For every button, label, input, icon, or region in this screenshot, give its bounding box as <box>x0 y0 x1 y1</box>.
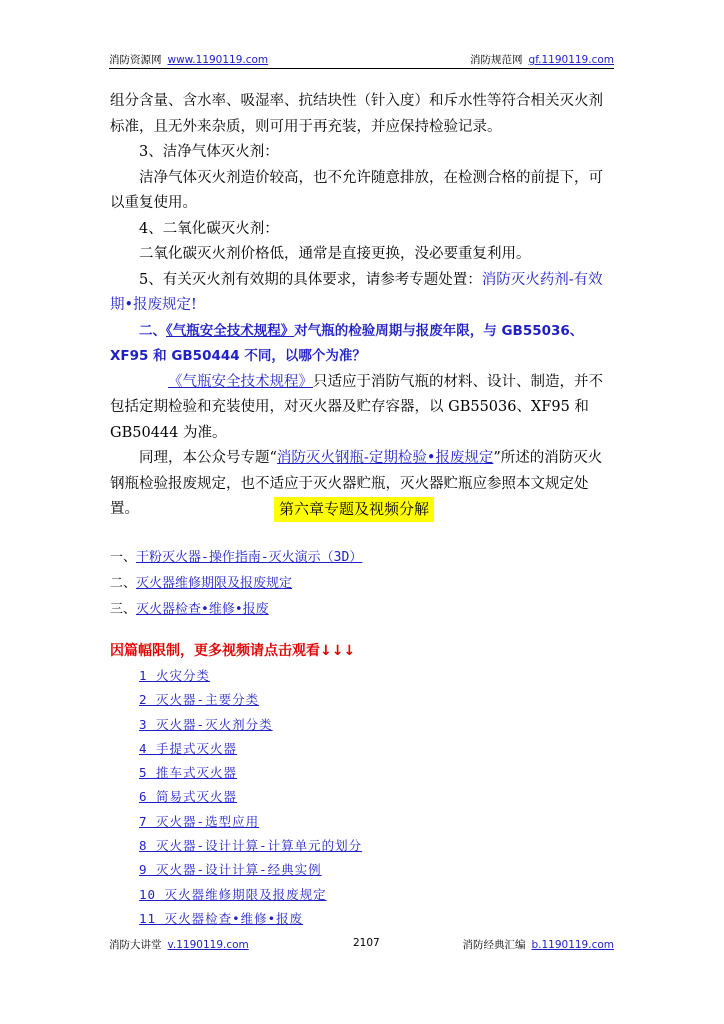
topic-list <box>110 545 362 623</box>
topic-number: 二、 <box>110 576 137 591</box>
header-right-link[interactable]: gf.1190119.com <box>528 54 614 66</box>
video-link[interactable]: 6 简易式灭火器 <box>139 789 238 805</box>
video-item <box>139 713 362 737</box>
video-link[interactable]: 2 灭火器-主要分类 <box>139 692 260 708</box>
video-link[interactable]: 1 火灾分类 <box>139 668 211 683</box>
header-right <box>470 52 614 67</box>
video-item <box>139 785 362 809</box>
answer-paragraph <box>110 370 615 447</box>
topic-link[interactable]: 灭火器维修期限及报废规定 <box>136 576 293 591</box>
topic-link-agent-expiry[interactable]: 消防灭火药剂-有效期•报废规定! <box>110 271 603 313</box>
question-text: 对气瓶的检验周期与报废年限，与 GB55036、XF95 和 GB50444 不同，以哪个为准？ <box>110 322 584 364</box>
page-header <box>109 52 614 69</box>
paragraph-6 <box>110 268 615 319</box>
question-prefix: 二、 <box>139 322 166 339</box>
video-link[interactable]: 4 手提式灭火器 <box>139 740 238 756</box>
header-left-label: 消防资源网 <box>109 54 162 66</box>
footer-right-label: 消防经典汇编 <box>462 939 526 951</box>
video-link[interactable]: 10 灭火器维修期限及报废规定 <box>139 886 327 902</box>
topic-link-cylinder-inspection[interactable]: 消防灭火钢瓶-定期检验•报废规定 <box>276 450 494 466</box>
header-right-label: 消防规范网 <box>470 54 523 66</box>
similar-prefix: 同理，本公众号专题“ <box>139 450 277 466</box>
video-item <box>139 761 362 785</box>
topic-item <box>110 597 362 623</box>
video-item <box>139 688 362 712</box>
topic-link[interactable]: 灭火器检查•维修•报废 <box>136 602 269 617</box>
video-link[interactable]: 5 推车式灭火器 <box>139 765 238 781</box>
question-regulation-link[interactable]: 《气瓶安全技术规程》 <box>166 322 295 339</box>
more-videos-notice: 因篇幅限制，更多视频请点击观看↓↓↓ <box>110 643 356 659</box>
topic-number: 一、 <box>110 550 137 565</box>
paragraph-6-text: 5、有关灭火剂有效期的具体要求，请参考专题处置： <box>139 271 482 288</box>
page-footer <box>109 937 614 953</box>
video-link[interactable]: 9 灭火器-设计计算-经典实例 <box>139 862 322 878</box>
chapter-title: 第六章专题及视频分解 <box>274 497 434 522</box>
footer-left-link[interactable]: v.1190119.com <box>167 939 249 951</box>
paragraph-3: 洁净气体灭火剂造价较高，也不允许随意排放，在检测合格的前提下，可以重复使用。 <box>110 169 603 211</box>
video-item <box>139 883 362 907</box>
topic-link[interactable]: 干粉灭火器-操作指南-灭火演示（3D） <box>136 550 363 565</box>
document-body <box>110 89 615 523</box>
paragraph-5: 二氧化碳灭火剂价格低，通常是直接更换，没必要重复利用。 <box>139 246 531 262</box>
video-item <box>139 834 362 858</box>
video-list <box>139 664 362 931</box>
video-link[interactable]: 11 灭火器检查•维修•报废 <box>139 910 304 926</box>
header-left <box>109 52 268 67</box>
similar-text: ”所述的消防灭火钢瓶检验报废规定，也不适应于灭火器贮瓶，灭火器贮瓶应参照本文规定处置。 <box>110 450 603 517</box>
video-item <box>139 737 362 761</box>
footer-right-link[interactable]: b.1190119.com <box>531 939 614 951</box>
video-item <box>139 664 362 688</box>
paragraph-1: 组分含量、含水率、吸湿率、抗结块性（针入度）和斥水性等符合相关灭火剂标准，且无外来杂质，则可用于再充装，并应保持检验记录。 <box>110 93 603 135</box>
page-number: 2107 <box>353 937 380 949</box>
video-item <box>139 858 362 882</box>
answer-text: 只适应于消防气瓶的材料、设计、制造，并不包括定期检验和充装使用，对灭火器及贮存容器，以 GB55036、XF95 和 GB50444 为准。 <box>110 373 603 441</box>
video-item <box>139 907 362 931</box>
footer-left <box>109 937 249 952</box>
topic-number: 三、 <box>110 602 137 617</box>
video-link[interactable]: 7 灭火器-选型应用 <box>139 813 260 829</box>
footer-right <box>462 937 614 952</box>
topic-item <box>110 545 362 571</box>
paragraph-4: 4、二氧化碳灭火剂： <box>139 220 279 237</box>
question-heading <box>110 319 615 370</box>
video-item <box>139 810 362 834</box>
video-link[interactable]: 3 灭火器-灭火剂分类 <box>139 716 273 732</box>
paragraph-2: 3、洁净气体灭火剂： <box>139 144 279 160</box>
footer-left-label: 消防大讲堂 <box>109 939 162 951</box>
answer-regulation-link[interactable]: 《气瓶安全技术规程》 <box>168 373 313 390</box>
header-left-link[interactable]: www.1190119.com <box>167 54 269 66</box>
video-link[interactable]: 8 灭火器-设计计算-计算单元的划分 <box>139 838 363 854</box>
topic-item <box>110 571 362 597</box>
